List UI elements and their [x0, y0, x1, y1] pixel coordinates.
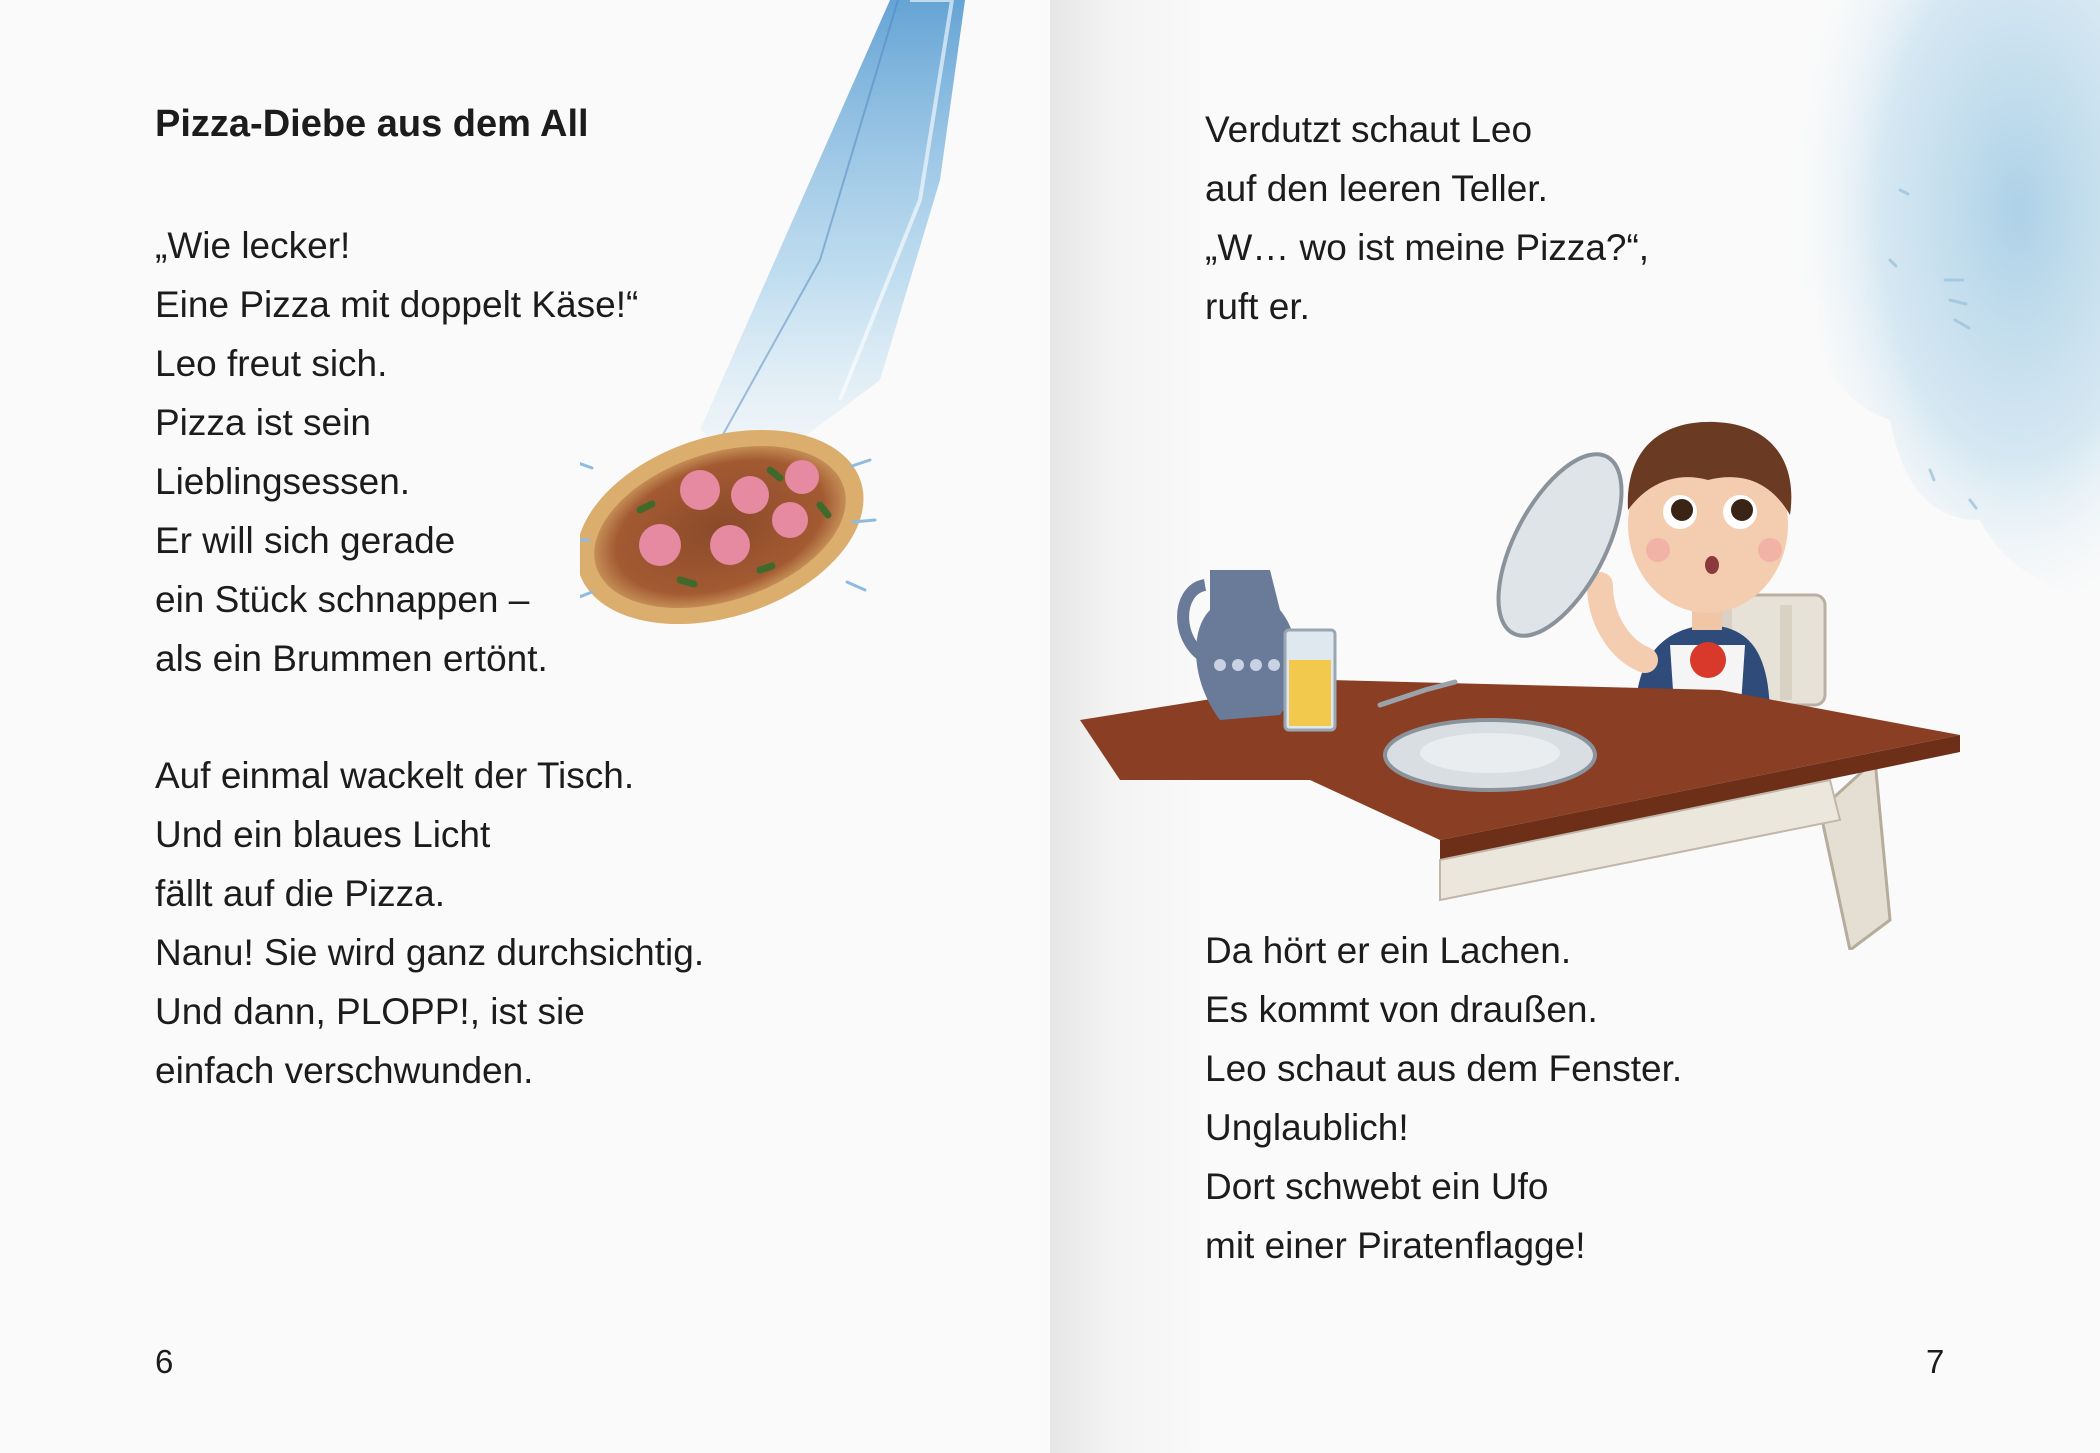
text-line: ein Stück schnappen –	[155, 579, 530, 620]
text-line: Er will sich gerade	[155, 520, 456, 561]
jug-icon	[1183, 570, 1297, 720]
text-line: Es kommt von draußen.	[1205, 989, 1598, 1030]
text-line: als ein Brummen ertönt.	[155, 638, 548, 679]
text-line: mit einer Piratenflagge!	[1205, 1225, 1586, 1266]
text-line: Und dann, PLOPP!, ist sie	[155, 991, 585, 1032]
text-line: ruft er.	[1205, 286, 1310, 327]
text-line: Pizza ist sein	[155, 402, 371, 443]
text-line: einfach verschwunden.	[155, 1050, 534, 1091]
page-number-left: 6	[155, 1343, 174, 1380]
left-paragraph-2	[155, 746, 704, 1100]
leo-table-illustration	[1080, 360, 2000, 950]
text-line: Und ein blaues Licht	[155, 814, 491, 855]
text-line: Da hört er ein Lachen.	[1205, 930, 1572, 971]
left-paragraph-1	[155, 216, 638, 688]
text-line: „W… wo ist meine Pizza?“,	[1205, 227, 1650, 268]
right-page	[1050, 0, 2100, 1453]
page-number-right: 7	[1926, 1343, 1945, 1380]
chapter-heading: Pizza-Diebe aus dem All	[155, 103, 589, 145]
text-line: Leo schaut aus dem Fenster.	[1205, 1048, 1683, 1089]
leo-character-icon	[1600, 422, 1791, 720]
pizza-beam-illustration	[580, 0, 1010, 690]
text-line: Lieblingsessen.	[155, 461, 411, 502]
light-beam	[700, 0, 965, 470]
text-line: Unglaublich!	[1205, 1107, 1409, 1148]
juice-glass-icon	[1285, 630, 1335, 730]
text-line: auf den leeren Teller.	[1205, 168, 1548, 209]
right-paragraph-2	[1205, 921, 1682, 1275]
empty-plate-icon	[1385, 720, 1595, 790]
right-paragraph-1	[1205, 100, 1649, 336]
text-line: Leo freut sich.	[155, 343, 388, 384]
text-line: Auf einmal wackelt der Tisch.	[155, 755, 635, 796]
text-line: fällt auf die Pizza.	[155, 873, 445, 914]
text-line: Verdutzt schaut Leo	[1205, 109, 1533, 150]
text-line: Nanu! Sie wird ganz durchsichtig.	[155, 932, 705, 973]
text-line: „Wie lecker!	[155, 225, 351, 266]
text-line: Dort schwebt ein Ufo	[1205, 1166, 1549, 1207]
text-line: Eine Pizza mit doppelt Käse!“	[155, 284, 639, 325]
